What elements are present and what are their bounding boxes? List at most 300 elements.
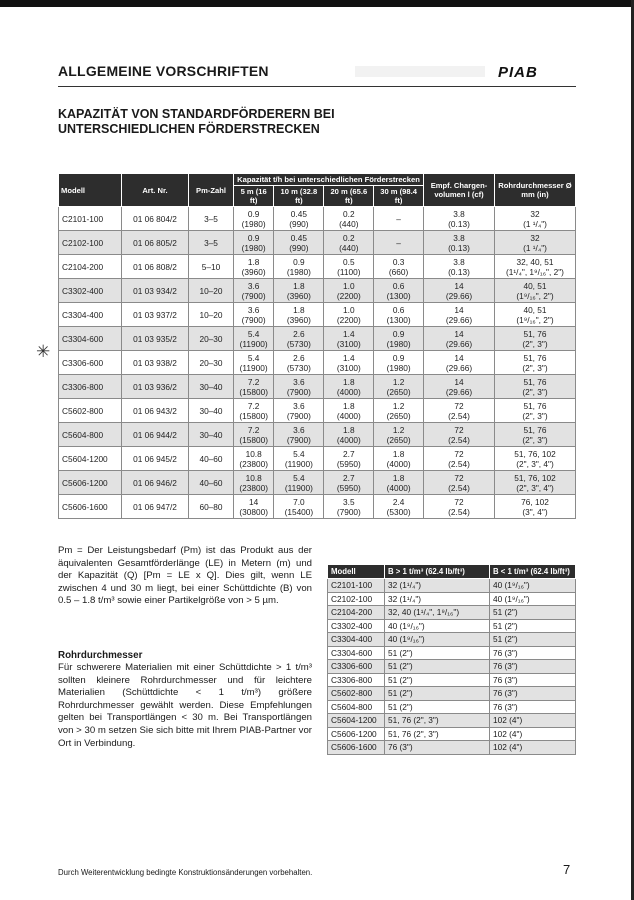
cell-value-imperial: (4000) bbox=[386, 458, 411, 469]
cell-value: 1.8 bbox=[392, 472, 405, 483]
footer-note: Durch Weiterentwicklung bedingte Konstruktionsänderungen vorbehalten. bbox=[58, 868, 313, 877]
table-cell bbox=[495, 207, 576, 231]
cell-value: 32 bbox=[530, 232, 540, 243]
cell-value: 7.0 bbox=[293, 496, 305, 507]
table-cell bbox=[324, 399, 374, 423]
col-30m: 30 m (98.4 ft) bbox=[374, 186, 424, 207]
table-row bbox=[59, 423, 576, 447]
cell-value-imperial: (3", 4") bbox=[522, 506, 548, 517]
cell-value: 2.7 bbox=[343, 472, 355, 483]
top-border bbox=[0, 0, 634, 7]
cell-value-imperial: (2.54) bbox=[448, 506, 470, 517]
side-table-cell: 102 (4") bbox=[490, 741, 576, 755]
table-cell bbox=[122, 279, 189, 303]
cell-value-imperial: (1¹/₄", 1⁹/₁₆", 2") bbox=[506, 266, 564, 277]
cell-value-imperial: (4000) bbox=[386, 482, 411, 493]
table-cell bbox=[59, 303, 122, 327]
cell-value: 1.8 bbox=[343, 376, 355, 387]
table-cell bbox=[424, 207, 495, 231]
side-table-cell: 51 (2") bbox=[490, 619, 576, 633]
table-cell bbox=[189, 231, 234, 255]
cell-value-imperial: (4000) bbox=[336, 434, 361, 445]
cell-value: 20–30 bbox=[199, 333, 223, 344]
cell-value-imperial: (1⁹/₁₆", 2") bbox=[516, 290, 554, 301]
table-row bbox=[59, 231, 576, 255]
table-row bbox=[59, 351, 576, 375]
cell-value: 7.2 bbox=[247, 376, 260, 387]
cell-value: 30–40 bbox=[199, 381, 223, 392]
table-cell bbox=[374, 399, 424, 423]
table-cell bbox=[374, 231, 424, 255]
table-cell bbox=[424, 231, 495, 255]
table-cell bbox=[374, 423, 424, 447]
cell-value: 1.8 bbox=[293, 304, 305, 315]
side-table-cell: C2104-200 bbox=[328, 606, 385, 620]
cell-value: 1.2 bbox=[392, 400, 405, 411]
side-table-cell: 76 (3") bbox=[385, 741, 490, 755]
cell-value: 1.4 bbox=[343, 328, 355, 339]
cell-value-imperial: (15400) bbox=[284, 506, 314, 517]
cell-value: 40–60 bbox=[199, 453, 223, 464]
cell-value: 01 06 805/2 bbox=[133, 237, 177, 248]
table-cell bbox=[189, 303, 234, 327]
cell-value-imperial: (0.13) bbox=[448, 266, 470, 277]
asterisk-mark-icon: ✳ bbox=[36, 342, 51, 361]
side-table-cell: 51 (2") bbox=[490, 606, 576, 620]
table-cell bbox=[374, 279, 424, 303]
cell-value-imperial: (0.13) bbox=[448, 218, 470, 229]
side-col-model: Modell bbox=[328, 565, 385, 579]
cell-value: 3.6 bbox=[293, 376, 305, 387]
table-cell bbox=[59, 255, 122, 279]
table-cell bbox=[424, 303, 495, 327]
cell-value: C2104-200 bbox=[62, 261, 104, 272]
cell-value: 3.6 bbox=[247, 280, 260, 291]
table-row bbox=[59, 207, 576, 231]
table-cell bbox=[424, 327, 495, 351]
table-cell bbox=[122, 351, 189, 375]
table-cell bbox=[374, 447, 424, 471]
table-cell bbox=[122, 399, 189, 423]
cell-value-imperial: (1980) bbox=[386, 362, 411, 373]
side-table-row bbox=[328, 619, 576, 633]
col-capacity: Kapazität t/h bei unterschiedlichen Förderstrecken bbox=[234, 174, 424, 186]
cell-value: C5606-1600 bbox=[62, 501, 108, 512]
table-cell bbox=[122, 471, 189, 495]
cell-value: 30–40 bbox=[199, 405, 223, 416]
side-table-cell: 51 (2") bbox=[385, 673, 490, 687]
cell-value: 2.6 bbox=[293, 328, 305, 339]
table-cell bbox=[59, 327, 122, 351]
table-row bbox=[59, 399, 576, 423]
cell-value: 1.0 bbox=[343, 304, 355, 315]
side-table-row bbox=[328, 660, 576, 674]
table-cell bbox=[424, 495, 495, 519]
cell-value: 40, 51 bbox=[523, 280, 547, 291]
table-cell bbox=[274, 423, 324, 447]
side-table-cell: 102 (4") bbox=[490, 727, 576, 741]
side-table-cell: C5602-800 bbox=[328, 687, 385, 701]
cell-value: 0.45 bbox=[290, 232, 307, 243]
col-volume: Empf. Chargen-volumen l (cf) bbox=[424, 174, 495, 207]
cell-value: 40, 51 bbox=[523, 304, 547, 315]
cell-value-imperial: (1 ¹/₄") bbox=[523, 242, 547, 253]
table-cell bbox=[374, 351, 424, 375]
table-cell bbox=[189, 327, 234, 351]
cell-value: C5604-1200 bbox=[62, 453, 108, 464]
table-cell bbox=[59, 471, 122, 495]
cell-value: C3304-400 bbox=[62, 309, 104, 320]
table-cell bbox=[324, 351, 374, 375]
side-table-cell: 76 (3") bbox=[490, 673, 576, 687]
table-cell bbox=[374, 207, 424, 231]
table-cell bbox=[324, 303, 374, 327]
table-cell bbox=[424, 255, 495, 279]
cell-value: 5.4 bbox=[247, 328, 260, 339]
pipe-diameter-table bbox=[327, 564, 576, 755]
cell-value-imperial: (2", 3", 4") bbox=[516, 458, 554, 469]
side-table-cell: C3306-800 bbox=[328, 673, 385, 687]
cell-value-imperial: (7900) bbox=[241, 314, 266, 325]
table-cell bbox=[274, 207, 324, 231]
cell-value: 72 bbox=[454, 496, 464, 507]
pipe-heading: Rohrdurchmesser bbox=[58, 650, 143, 661]
cell-value: 51, 76 bbox=[523, 328, 547, 339]
cell-value-imperial: (3960) bbox=[286, 290, 311, 301]
cell-value: 0.9 bbox=[392, 328, 405, 339]
cell-value-imperial: (1100) bbox=[337, 266, 361, 277]
cell-value-imperial: (2.54) bbox=[448, 482, 470, 493]
table-cell bbox=[495, 495, 576, 519]
cell-value-imperial: (1980) bbox=[386, 338, 411, 349]
table-cell bbox=[495, 375, 576, 399]
cell-value: 1.2 bbox=[392, 376, 405, 387]
cell-value: 01 06 808/2 bbox=[133, 261, 177, 272]
table-cell bbox=[495, 255, 576, 279]
table-row bbox=[59, 375, 576, 399]
cell-value-imperial: (5730) bbox=[286, 362, 311, 373]
cell-value-imperial: (11900) bbox=[284, 458, 313, 469]
page-number: 7 bbox=[563, 862, 571, 877]
cell-value: 0.9 bbox=[247, 208, 260, 219]
table-cell bbox=[189, 447, 234, 471]
cell-value: 5–10 bbox=[201, 261, 221, 272]
cell-value-imperial: (2.54) bbox=[448, 410, 470, 421]
cell-value-imperial: (440) bbox=[339, 242, 359, 253]
side-table-cell: 51 (2") bbox=[385, 700, 490, 714]
side-table-cell: 32 (1¹/₄") bbox=[385, 592, 490, 606]
cell-value-imperial: (0.13) bbox=[448, 242, 470, 253]
cell-value-imperial: (1 ¹/₄") bbox=[523, 218, 547, 229]
cell-value: 3.8 bbox=[453, 232, 465, 243]
table-cell bbox=[274, 255, 324, 279]
cell-value: 0.9 bbox=[392, 352, 405, 363]
col-5m: 5 m (16 ft) bbox=[234, 186, 274, 207]
header-band bbox=[355, 66, 485, 77]
table-cell bbox=[324, 471, 374, 495]
side-table-cell: C3304-600 bbox=[328, 646, 385, 660]
table-cell bbox=[424, 351, 495, 375]
cell-value: 40–60 bbox=[199, 477, 223, 488]
cell-value: 0.9 bbox=[293, 256, 305, 267]
col-20m: 20 m (65.6 ft) bbox=[324, 186, 374, 207]
table-cell bbox=[59, 495, 122, 519]
cell-value-imperial: (1⁹/₁₆", 2") bbox=[516, 314, 554, 325]
table-cell bbox=[59, 399, 122, 423]
table-cell bbox=[234, 399, 274, 423]
page-header-title: ALLGEMEINE VORSCHRIFTEN bbox=[58, 63, 269, 79]
cell-value-imperial: (23800) bbox=[239, 482, 268, 493]
table-cell bbox=[234, 447, 274, 471]
table-cell bbox=[234, 279, 274, 303]
table-cell bbox=[189, 471, 234, 495]
table-cell bbox=[274, 495, 324, 519]
side-table-cell: 40 (1⁹/₁₆") bbox=[385, 633, 490, 647]
cell-value: 3.8 bbox=[453, 208, 465, 219]
table-cell bbox=[234, 255, 274, 279]
capacity-table-body bbox=[59, 207, 576, 519]
cell-value-imperial: (1300) bbox=[386, 314, 411, 325]
cell-value: C3302-400 bbox=[62, 285, 104, 296]
col-pm: Pm-Zahl bbox=[189, 174, 234, 207]
table-cell bbox=[234, 423, 274, 447]
table-cell bbox=[495, 447, 576, 471]
table-row bbox=[59, 495, 576, 519]
table-cell bbox=[59, 447, 122, 471]
side-table-row bbox=[328, 741, 576, 755]
table-cell bbox=[424, 471, 495, 495]
table-cell bbox=[495, 327, 576, 351]
table-cell bbox=[122, 375, 189, 399]
side-table-cell: C3306-600 bbox=[328, 660, 385, 674]
table-cell bbox=[122, 255, 189, 279]
cell-value: 0.6 bbox=[392, 304, 405, 315]
cell-value: 2.4 bbox=[392, 496, 405, 507]
cell-value: 01 03 937/2 bbox=[133, 309, 177, 320]
side-table-cell: 76 (3") bbox=[490, 660, 576, 674]
table-cell bbox=[324, 423, 374, 447]
side-table-cell: C5604-800 bbox=[328, 700, 385, 714]
cell-value: 51, 76, 102 bbox=[514, 448, 556, 459]
cell-value: C2102-100 bbox=[62, 237, 104, 248]
cell-value: 1.8 bbox=[343, 400, 355, 411]
cell-value: 01 03 936/2 bbox=[133, 381, 177, 392]
col-art-nr: Art. Nr. bbox=[122, 174, 189, 207]
cell-value-imperial: (2.54) bbox=[448, 458, 470, 469]
table-cell bbox=[122, 207, 189, 231]
side-table-cell: 32 (1¹/₄") bbox=[385, 579, 490, 593]
cell-value: 2.7 bbox=[343, 448, 355, 459]
side-table-cell: 40 (1⁹/₁₆") bbox=[490, 579, 576, 593]
side-table-cell: C2101-100 bbox=[328, 579, 385, 593]
cell-value-imperial: (15800) bbox=[239, 410, 268, 421]
table-cell bbox=[234, 231, 274, 255]
table-cell bbox=[122, 423, 189, 447]
cell-value: 01 06 943/2 bbox=[133, 405, 177, 416]
cell-value-imperial: (11900) bbox=[239, 338, 268, 349]
side-table-row bbox=[328, 592, 576, 606]
cell-value: C5606-1200 bbox=[62, 477, 108, 488]
cell-value-imperial: (440) bbox=[339, 218, 359, 229]
cell-value: 01 06 804/2 bbox=[133, 213, 177, 224]
cell-value: 5.4 bbox=[247, 352, 260, 363]
cell-value: 51, 76 bbox=[523, 400, 547, 411]
cell-value-imperial: (7900) bbox=[286, 434, 311, 445]
cell-value-imperial: (29.66) bbox=[445, 362, 473, 373]
cell-value: 3–5 bbox=[204, 237, 218, 248]
table-cell bbox=[424, 375, 495, 399]
header-rule bbox=[58, 86, 576, 87]
cell-value-imperial: (990) bbox=[289, 218, 309, 229]
cell-value-imperial: (2200) bbox=[336, 290, 361, 301]
side-table-cell: 51 (2") bbox=[385, 660, 490, 674]
cell-value: 1.4 bbox=[343, 352, 355, 363]
cell-value-imperial: (29.66) bbox=[445, 338, 473, 349]
cell-value: 72 bbox=[454, 424, 464, 435]
cell-value-imperial: (2", 3") bbox=[522, 338, 548, 349]
side-table-cell: 51, 76 (2", 3") bbox=[385, 727, 490, 741]
side-col-heavy: B > 1 t/m³ (62.4 lb/ft³) bbox=[385, 565, 490, 579]
cell-value: 10.8 bbox=[245, 472, 262, 483]
cell-value: 1.8 bbox=[247, 256, 260, 267]
cell-value: 32, 40, 51 bbox=[516, 256, 554, 267]
table-cell bbox=[374, 255, 424, 279]
cell-value-imperial: (1980) bbox=[241, 242, 266, 253]
table-cell bbox=[374, 495, 424, 519]
side-table-cell: C5604-1200 bbox=[328, 714, 385, 728]
cell-value: 1.2 bbox=[392, 424, 405, 435]
cell-value: 0.6 bbox=[392, 280, 405, 291]
cell-value-imperial: (11900) bbox=[284, 482, 313, 493]
cell-value: 0.45 bbox=[290, 208, 307, 219]
side-table-cell: C5606-1600 bbox=[328, 741, 385, 755]
table-cell bbox=[59, 279, 122, 303]
table-cell bbox=[234, 303, 274, 327]
cell-value-imperial: (2", 3") bbox=[522, 362, 548, 373]
cell-value-imperial: (4000) bbox=[336, 410, 361, 421]
cell-value: 14 bbox=[454, 280, 464, 291]
side-table-cell: 51, 76 (2", 3") bbox=[385, 714, 490, 728]
cell-value-imperial: (23800) bbox=[239, 458, 268, 469]
table-cell bbox=[59, 423, 122, 447]
table-cell bbox=[495, 279, 576, 303]
pipe-diameter-table-body bbox=[328, 579, 576, 755]
cell-value-imperial: (2200) bbox=[336, 314, 361, 325]
cell-value-imperial: (5950) bbox=[336, 482, 361, 493]
cell-value-imperial: (7900) bbox=[286, 410, 311, 421]
table-cell bbox=[374, 327, 424, 351]
side-table-cell: 51 (2") bbox=[490, 633, 576, 647]
table-cell bbox=[59, 351, 122, 375]
cell-value: 5.4 bbox=[293, 472, 305, 483]
table-row bbox=[59, 447, 576, 471]
side-table-cell: 51 (2") bbox=[385, 687, 490, 701]
cell-value-imperial: (7900) bbox=[241, 290, 266, 301]
cell-value: – bbox=[396, 213, 401, 224]
table-cell bbox=[122, 327, 189, 351]
table-cell bbox=[59, 207, 122, 231]
side-table-cell: 76 (3") bbox=[490, 700, 576, 714]
cell-value: C3304-600 bbox=[62, 333, 104, 344]
col-model: Modell bbox=[59, 174, 122, 207]
table-cell bbox=[122, 447, 189, 471]
cell-value: C5602-800 bbox=[62, 405, 104, 416]
cell-value: C5604-800 bbox=[62, 429, 104, 440]
cell-value: 60–80 bbox=[199, 501, 223, 512]
cell-value: 0.3 bbox=[392, 256, 405, 267]
cell-value-imperial: (2650) bbox=[386, 434, 411, 445]
side-table-row bbox=[328, 646, 576, 660]
cell-value: 51, 76 bbox=[523, 376, 547, 387]
table-cell bbox=[374, 303, 424, 327]
table-row bbox=[59, 279, 576, 303]
cell-value: 32 bbox=[530, 208, 540, 219]
cell-value: 2.6 bbox=[293, 352, 305, 363]
table-cell bbox=[122, 495, 189, 519]
cell-value: 7.2 bbox=[247, 424, 260, 435]
cell-value: 20–30 bbox=[199, 357, 223, 368]
cell-value: 51, 76 bbox=[523, 352, 547, 363]
cell-value-imperial: (5730) bbox=[286, 338, 311, 349]
table-cell bbox=[495, 231, 576, 255]
cell-value-imperial: (2.54) bbox=[448, 434, 470, 445]
cell-value: 1.8 bbox=[392, 448, 405, 459]
table-cell bbox=[324, 255, 374, 279]
cell-value-imperial: (3100) bbox=[336, 362, 361, 373]
capacity-table bbox=[58, 173, 576, 519]
table-cell bbox=[324, 447, 374, 471]
table-cell bbox=[495, 471, 576, 495]
side-col-light: B < 1 t/m³ (62.4 lb/ft³) bbox=[490, 565, 576, 579]
table-cell bbox=[495, 351, 576, 375]
cell-value: 01 06 946/2 bbox=[133, 477, 177, 488]
table-cell bbox=[234, 351, 274, 375]
cell-value: 3.6 bbox=[293, 424, 305, 435]
cell-value: 72 bbox=[454, 472, 464, 483]
table-cell bbox=[122, 231, 189, 255]
table-cell bbox=[122, 303, 189, 327]
table-cell bbox=[189, 399, 234, 423]
cell-value: 14 bbox=[454, 376, 464, 387]
table-row bbox=[59, 327, 576, 351]
cell-value-imperial: (29.66) bbox=[445, 290, 473, 301]
table-cell bbox=[189, 375, 234, 399]
cell-value: 51, 76 bbox=[523, 424, 547, 435]
cell-value: C2101-100 bbox=[62, 213, 104, 224]
table-cell bbox=[424, 279, 495, 303]
table-cell bbox=[495, 399, 576, 423]
cell-value-imperial: (5950) bbox=[336, 458, 361, 469]
side-table-row bbox=[328, 700, 576, 714]
cell-value-imperial: (1980) bbox=[241, 218, 266, 229]
cell-value-imperial: (5300) bbox=[386, 506, 411, 517]
table-cell bbox=[424, 423, 495, 447]
pm-note: Pm = Der Leistungsbedarf (Pm) ist das Produkt aus der äquivalenten Gesamtförderlänge (LE) in Metern (m) und der Kapazität (Q) [Pm = LE x Q]. Dies gilt, wenn LE zwischen 4 und 30 m liegt, bei einer Schüttdichte (B) von 0.5 – 1.8 t/m³ sowie einer Partikelgröße von > 5 µm. bbox=[58, 545, 312, 607]
side-table-cell: 102 (4") bbox=[490, 714, 576, 728]
cell-value-imperial: (2", 3") bbox=[522, 434, 548, 445]
cell-value: 14 bbox=[454, 352, 464, 363]
side-table-row bbox=[328, 727, 576, 741]
side-table-cell: 40 (1⁹/₁₆") bbox=[490, 592, 576, 606]
table-cell bbox=[274, 327, 324, 351]
cell-value-imperial: (1300) bbox=[386, 290, 411, 301]
section-title: KAPAZITÄT VON STANDARDFÖRDERERN BEI UNTERSCHIEDLICHEN FÖRDERSTRECKEN bbox=[58, 107, 335, 136]
side-table-cell: 32, 40 (1¹/₄", 1⁹/₁₆") bbox=[385, 606, 490, 620]
cell-value-imperial: (11900) bbox=[239, 362, 268, 373]
table-cell bbox=[189, 495, 234, 519]
cell-value-imperial: (2", 3") bbox=[522, 386, 548, 397]
table-cell bbox=[374, 375, 424, 399]
